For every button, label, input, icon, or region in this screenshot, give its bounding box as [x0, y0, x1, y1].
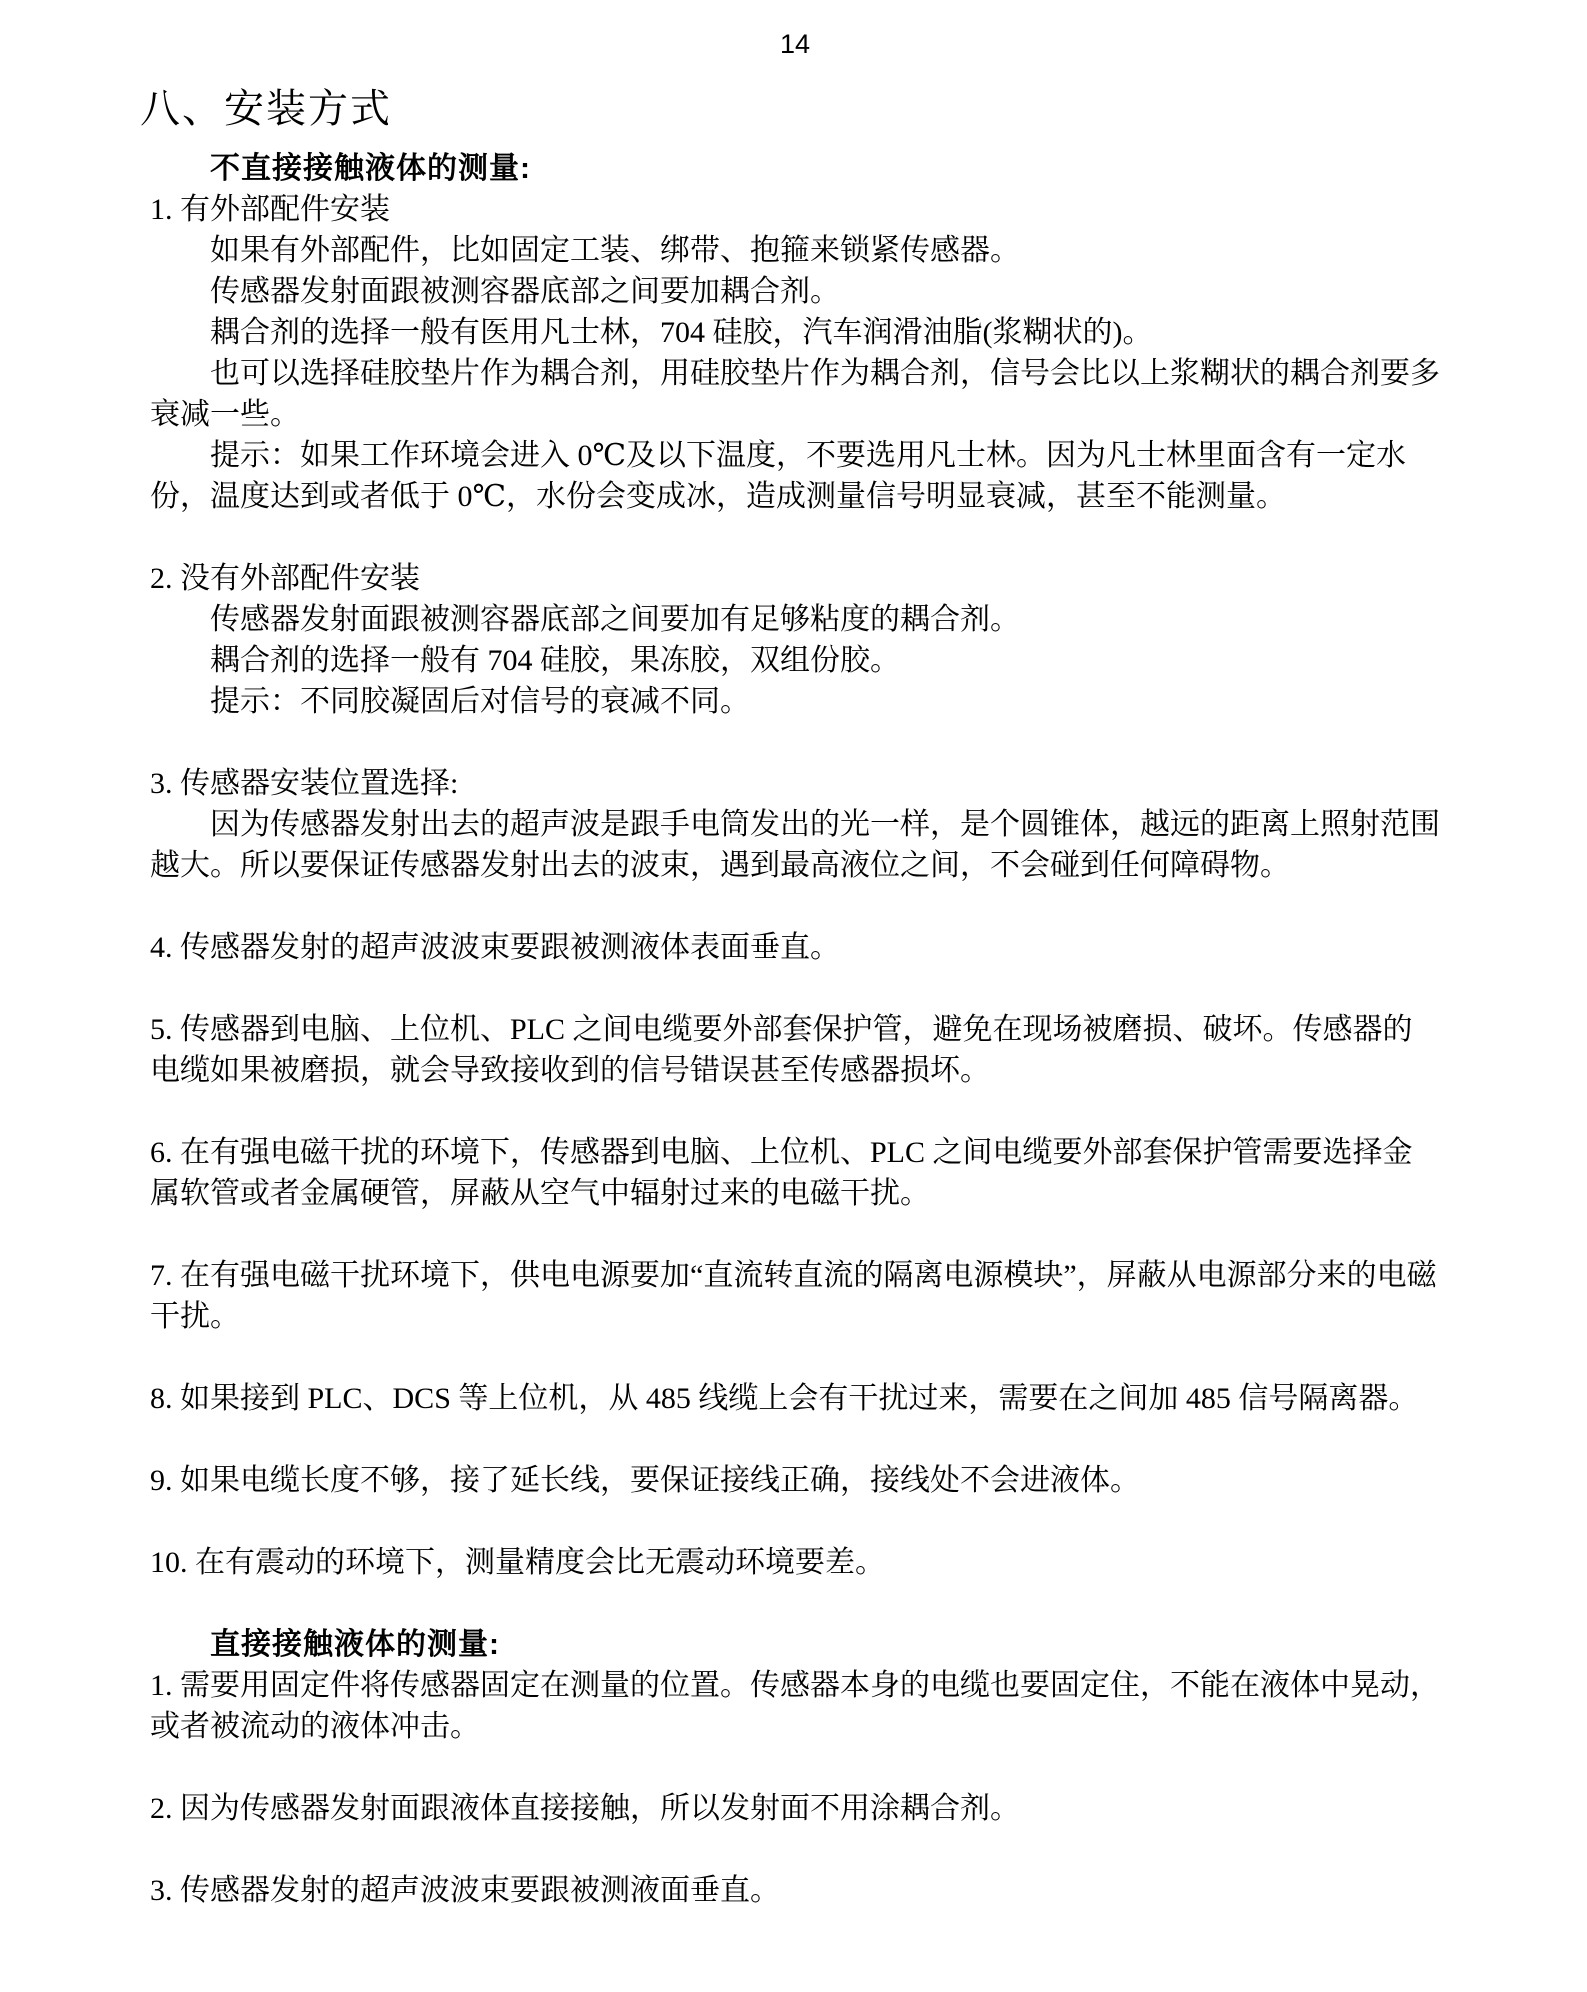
item-4: 4. 传感器发射的超声波波束要跟被测液体表面垂直。: [150, 931, 840, 964]
item-3-title: 3. 传感器安装位置选择:: [150, 767, 459, 800]
blank-line: [150, 1419, 1440, 1460]
item-2-title: 2. 没有外部配件安装: [150, 562, 420, 595]
item-1-para-3: 耦合剂的选择一般有医用凡士林，704 硅胶，汽车润滑油脂(浆糊状的)。: [210, 316, 1153, 349]
blank-line: [150, 1829, 1440, 1870]
direct-item-3: 3. 传感器发射的超声波波束要跟被测液面垂直。: [150, 1874, 780, 1907]
item-10: 10. 在有震动的环境下，测量精度会比无震动环境要差。: [150, 1546, 885, 1579]
item-9: 9. 如果电缆长度不够，接了延长线，要保证接线正确，接线处不会进液体。: [150, 1464, 1140, 1497]
direct-item-1: 1. 需要用固定件将传感器固定在测量的位置。传感器本身的电缆也要固定住，不能在液体中晃动，或者被流动的液体冲击。: [150, 1669, 1440, 1743]
item-2-tip: 提示：不同胶凝固后对信号的衰减不同。: [210, 685, 750, 718]
item-2-para-2: 耦合剂的选择一般有 704 硅胶，果冻胶，双组份胶。: [210, 644, 900, 677]
blank-line: [150, 1747, 1440, 1788]
page-number: 14: [779, 29, 811, 59]
item-1-para-1: 如果有外部配件，比如固定工装、绑带、抱箍来锁紧传感器。: [210, 234, 1020, 267]
item-2-para-1: 传感器发射面跟被测容器底部之间要加有足够粘度的耦合剂。: [210, 603, 1020, 636]
item-1-title: 1. 有外部配件安装: [150, 193, 390, 226]
item-5: 5. 传感器到电脑、上位机、PLC 之间电缆要外部套保护管，避免在现场被磨损、破坏。传感器的电缆如果被磨损，就会导致接收到的信号错误甚至传感器损坏。: [150, 1013, 1413, 1087]
item-6: 6. 在有强电磁干扰的环境下，传感器到电脑、上位机、PLC 之间电缆要外部套保护管需要选择金属软管或者金属硬管，屏蔽从空气中辐射过来的电磁干扰。: [150, 1136, 1413, 1210]
item-7: 7. 在有强电磁干扰环境下，供电电源要加“直流转直流的隔离电源模块”，屏蔽从电源部分来的电磁干扰。: [150, 1259, 1437, 1333]
blank-line: [150, 1337, 1440, 1378]
section-2-heading: 直接接触液体的测量:: [210, 1628, 500, 1661]
item-3-para-1: 因为传感器发射出去的超声波是跟手电筒发出的光一样，是个圆锥体，越远的距离上照射范围越大。所以要保证传感器发射出去的波束，遇到最高液位之间，不会碰到任何障碍物。: [150, 808, 1440, 882]
blank-line: [150, 1214, 1440, 1255]
page-title: 八、安装方式: [140, 86, 392, 131]
blank-line: [150, 722, 1440, 763]
blank-line: [150, 517, 1440, 558]
item-8: 8. 如果接到 PLC、DCS 等上位机，从 485 线缆上会有干扰过来，需要在之间加 485 信号隔离器。: [150, 1382, 1419, 1415]
item-1-para-4: 也可以选择硅胶垫片作为耦合剂，用硅胶垫片作为耦合剂，信号会比以上浆糊状的耦合剂要多衰减一些。: [150, 357, 1440, 431]
item-1-tip: 提示：如果工作环境会进入 0℃及以下温度，不要选用凡士林。因为凡士林里面含有一定水份，温度达到或者低于 0℃，水份会变成冰，造成测量信号明显衰减，甚至不能测量。: [150, 439, 1407, 513]
item-1-para-2: 传感器发射面跟被测容器底部之间要加耦合剂。: [210, 275, 840, 308]
blank-line: [150, 1583, 1440, 1624]
blank-line: [150, 886, 1440, 927]
section-1-heading: 不直接接触液体的测量:: [210, 152, 531, 185]
direct-item-2: 2. 因为传感器发射面跟液体直接接触，所以发射面不用涂耦合剂。: [150, 1792, 1020, 1825]
blank-line: [150, 968, 1440, 1009]
blank-line: [150, 1501, 1440, 1542]
blank-line: [150, 1091, 1440, 1132]
